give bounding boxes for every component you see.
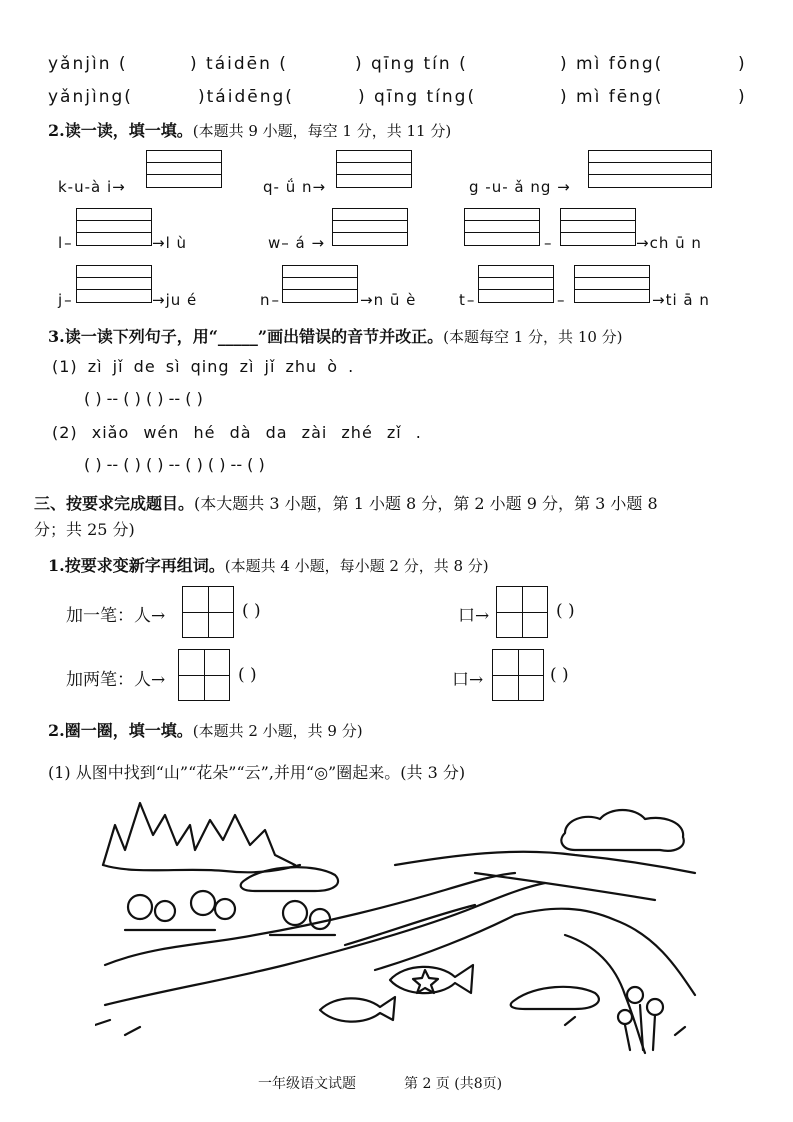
section3-title — [34, 491, 658, 514]
q3-note: (本题每空 1 分，共 10 分) — [443, 328, 623, 346]
s3q2-sub1: (1) 从图中找到“山”“花朵”“云”,并用“◎”圈起来。(共 3 分) — [48, 763, 466, 782]
four-line-box-d[interactable] — [76, 208, 152, 246]
flower-icon — [627, 987, 643, 1003]
footer-page: 第 2 页 (共8页) — [404, 1076, 503, 1092]
q3-title — [48, 324, 623, 347]
tree-outline-icon — [103, 803, 295, 865]
s3q2-title — [48, 718, 363, 741]
q1-row1-c: ) qīng tín ( — [355, 54, 468, 74]
rock-icon — [241, 867, 338, 891]
four-line-box-b[interactable] — [336, 150, 412, 188]
four-line-box-h[interactable] — [282, 265, 358, 303]
q1-row1-d: ) mì fōng( — [560, 54, 664, 74]
q2-title-text: 2.读一读，填一填。 — [48, 121, 193, 140]
four-line-box-i1[interactable] — [478, 265, 554, 303]
q2-h-post: →n ū è — [360, 291, 417, 309]
q1-row2-d: ) mì fēng( — [560, 87, 664, 107]
s3q1-title — [48, 553, 489, 576]
q2-h-pre: n– — [260, 291, 282, 309]
four-line-box-e[interactable] — [332, 208, 408, 246]
q2-i-post: →ti ā n — [652, 291, 710, 309]
four-line-box-f2[interactable] — [560, 208, 636, 246]
q1-row1-b: ) táidēn ( — [190, 54, 288, 74]
answer-paren-4[interactable]: ( ) — [550, 665, 569, 685]
q1-row2-c: ) qīng tíng( — [358, 87, 477, 107]
kou-label-1: 口→ — [458, 606, 490, 626]
q3-sentence-2: (2) xiǎo wén hé dà da zài zhé zǐ . — [52, 423, 422, 442]
q2-i-dash: – — [557, 291, 567, 309]
section3-note2: 分；共 25 分) — [34, 520, 135, 539]
q2-b-label: q- ǘ n→ — [263, 178, 327, 196]
cloud-icon — [561, 810, 683, 851]
rock-icon-2 — [511, 987, 599, 1009]
chick-icon — [128, 895, 152, 919]
answer-paren-2[interactable]: ( ) — [556, 601, 575, 621]
footer-subject: 一年级语文试题 — [258, 1076, 356, 1092]
q2-d-post: →l ù — [152, 234, 188, 252]
tian-grid-1[interactable] — [182, 586, 234, 638]
add-two-strokes-label: 加两笔：人→ — [66, 670, 166, 690]
section3-title-text: 三、按要求完成题目。 — [34, 494, 195, 513]
q2-note: (本题共 9 小题，每空 1 分，共 11 分) — [192, 122, 452, 140]
q2-c-label: g -u- ǎ ng → — [469, 178, 571, 196]
q1-row2-b: )táidēng( — [198, 87, 294, 107]
four-line-box-a[interactable] — [146, 150, 222, 188]
s3q2-note: (本题共 2 小题，共 9 分) — [192, 722, 363, 740]
q1-row2-a: yǎnjìng( — [48, 87, 133, 107]
q1-row2-e: ) — [738, 87, 747, 107]
q2-title — [48, 118, 451, 141]
add-one-stroke-label: 加一笔：人→ — [66, 606, 166, 626]
q2-f-post: →ch ū n — [636, 234, 702, 252]
q3-answer-1[interactable]: ( ) -- ( ) ( ) -- ( ) — [84, 389, 203, 408]
four-line-box-i2[interactable] — [574, 265, 650, 303]
s3q1-title-text: 1.按要求变新字再组词。 — [48, 556, 225, 575]
q3-title-text: 3.读一读下列句子，用“_____”画出错误的音节并改正。 — [48, 327, 444, 346]
s3q1-note: (本题共 4 小题，每小题 2 分，共 8 分) — [224, 557, 489, 575]
q2-f-dash: – — [544, 234, 554, 252]
q3-answer-2[interactable]: ( ) -- ( ) ( ) -- ( ) ( ) -- ( ) — [84, 455, 265, 474]
q2-d-pre: l– — [58, 234, 74, 252]
section3-note: (本大题共 3 小题，第 1 小题 8 分，第 2 小题 9 分，第 3 小题 8 — [194, 494, 658, 513]
q1-row1-a: yǎnjìn ( — [48, 54, 128, 74]
tian-grid-3[interactable] — [178, 649, 230, 701]
four-line-box-g[interactable] — [76, 265, 152, 303]
landscape-illustration[interactable] — [95, 795, 700, 1055]
q2-g-pre: j– — [58, 291, 74, 309]
kou-label-2: 口→ — [452, 670, 484, 690]
q2-e-pre: w– á → — [268, 234, 326, 252]
four-line-box-c[interactable] — [588, 150, 712, 188]
answer-paren-3[interactable]: ( ) — [238, 665, 257, 685]
q2-i-pre: t– — [459, 291, 477, 309]
tian-grid-4[interactable] — [492, 649, 544, 701]
q2-a-label: k-u-à i→ — [58, 178, 126, 196]
s3q2-title-text: 2.圈一圈，填一填。 — [48, 721, 193, 740]
answer-paren-1[interactable]: ( ) — [242, 601, 261, 621]
q2-g-post: →ju é — [152, 291, 198, 309]
tian-grid-2[interactable] — [496, 586, 548, 638]
fish-icon — [320, 997, 395, 1022]
four-line-box-f1[interactable] — [464, 208, 540, 246]
q1-row1-e: ) — [738, 54, 747, 74]
q3-sentence-1: (1) zì jǐ de sì qing zì jǐ zhu ò . — [52, 357, 355, 376]
